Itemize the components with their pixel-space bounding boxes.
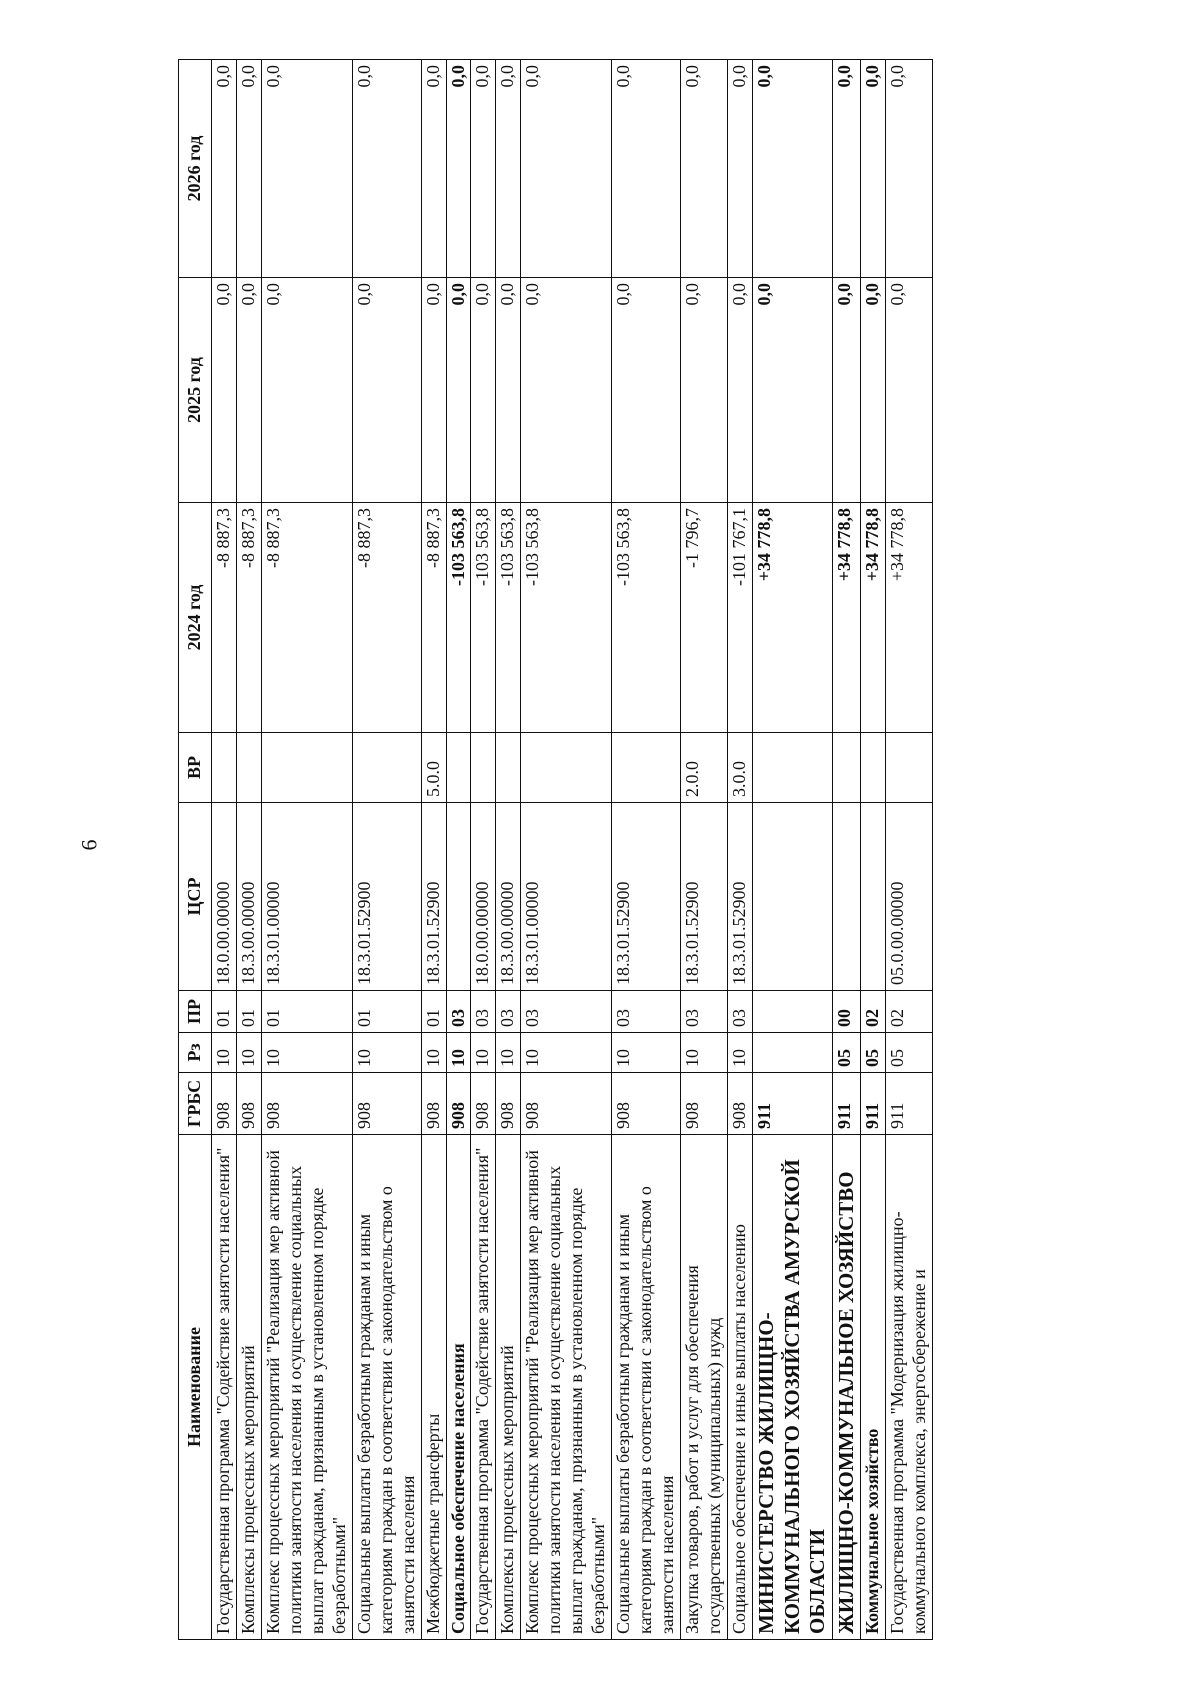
table-row: [727, 60, 752, 1640]
row-name: Комплекс процессных мероприятий "Реализация мер активной политики занятости населения и осуществление социальных выплат гражданам, признанным в установленном порядке безработными": [261, 1135, 352, 1640]
rotated-table-container: [178, 60, 1198, 1640]
row-vr: 3.0.0: [727, 733, 752, 803]
row-pr: 01: [352, 991, 421, 1033]
row-2024: -8 887,3: [261, 503, 352, 733]
row-rz: 10: [236, 1033, 261, 1073]
table-row: [832, 60, 861, 1640]
row-name: Закупка товаров, работ и услуг для обеспечения государственных (муниципальных) нужд: [681, 1135, 728, 1640]
row-2024: +34 778,8: [886, 503, 933, 733]
row-name: Комплексы процессных мероприятий: [236, 1135, 261, 1640]
budget-table: [178, 59, 933, 1640]
table-row: [212, 60, 237, 1640]
row-grbs: 911: [832, 1073, 861, 1135]
row-rz: 05: [886, 1033, 933, 1073]
row-2026: 0,0: [752, 60, 832, 278]
row-2025: 0,0: [861, 278, 886, 503]
table-row: [496, 60, 521, 1640]
row-grbs: 908: [352, 1073, 421, 1135]
row-2024: -103 563,8: [496, 503, 521, 733]
row-vr: [886, 733, 933, 803]
row-pr: 03: [496, 991, 521, 1033]
table-row: [886, 60, 933, 1640]
row-vr: 2.0.0: [681, 733, 728, 803]
row-csr: 18.0.00.00000: [212, 803, 237, 991]
col-header: Наименование: [179, 1135, 212, 1640]
row-name: Социальные выплаты безработным гражданам и иным категориям граждан в соответствии с законодательством о занятости населения: [612, 1135, 681, 1640]
row-2025: 0,0: [261, 278, 352, 503]
row-vr: [832, 733, 861, 803]
table-body: [212, 60, 933, 1640]
row-grbs: 908: [471, 1073, 496, 1135]
row-grbs: 908: [236, 1073, 261, 1135]
row-vr: [612, 733, 681, 803]
row-2024: -8 887,3: [236, 503, 261, 733]
row-2025: 0,0: [471, 278, 496, 503]
row-grbs: 911: [861, 1073, 886, 1135]
row-pr: 01: [212, 991, 237, 1033]
row-csr: 18.3.01.52900: [681, 803, 728, 991]
row-grbs: 908: [446, 1073, 471, 1135]
table-row: [681, 60, 728, 1640]
row-csr: [861, 803, 886, 991]
row-csr: 05.0.00.00000: [886, 803, 933, 991]
row-2026: 0,0: [446, 60, 471, 278]
row-2025: 0,0: [446, 278, 471, 503]
row-pr: 00: [832, 991, 861, 1033]
row-name: ЖИЛИЩНО-КОММУНАЛЬНОЕ ХОЗЯЙСТВО: [832, 1135, 861, 1640]
row-2026: 0,0: [832, 60, 861, 278]
row-vr: [352, 733, 421, 803]
row-rz: 10: [421, 1033, 446, 1073]
row-csr: 18.3.01.52900: [727, 803, 752, 991]
row-2026: 0,0: [421, 60, 446, 278]
page-number: 6: [76, 839, 102, 851]
row-rz: 05: [832, 1033, 861, 1073]
row-grbs: 911: [886, 1073, 933, 1135]
row-2026: 0,0: [861, 60, 886, 278]
row-2026: 0,0: [236, 60, 261, 278]
row-2025: 0,0: [612, 278, 681, 503]
table-row: [612, 60, 681, 1640]
col-header: 2024 год: [179, 503, 212, 733]
row-name: Комплекс процессных мероприятий "Реализация мер активной политики занятости населения и осуществление социальных выплат гражданам, признанным в установленном порядке безработными": [521, 1135, 612, 1640]
row-rz: 10: [727, 1033, 752, 1073]
row-rz: 10: [352, 1033, 421, 1073]
table-row: [261, 60, 352, 1640]
row-csr: 18.3.01.00000: [521, 803, 612, 991]
row-2026: 0,0: [212, 60, 237, 278]
row-rz: 10: [212, 1033, 237, 1073]
row-vr: [496, 733, 521, 803]
row-name: Коммунальное хозяйство: [861, 1135, 886, 1640]
table-row: [521, 60, 612, 1640]
row-rz: 10: [261, 1033, 352, 1073]
row-grbs: 908: [521, 1073, 612, 1135]
row-csr: 18.3.01.52900: [421, 803, 446, 991]
table-row: [471, 60, 496, 1640]
row-vr: [471, 733, 496, 803]
col-header: ГРБС: [179, 1073, 212, 1135]
table-row: [421, 60, 446, 1640]
row-grbs: 908: [727, 1073, 752, 1135]
row-rz: 10: [681, 1033, 728, 1073]
row-2025: 0,0: [832, 278, 861, 503]
row-grbs: 908: [212, 1073, 237, 1135]
row-rz: 05: [861, 1033, 886, 1073]
row-rz: [752, 1033, 832, 1073]
row-csr: [832, 803, 861, 991]
row-2024: -8 887,3: [352, 503, 421, 733]
table-row: [752, 60, 832, 1640]
row-csr: 18.3.00.00000: [496, 803, 521, 991]
row-2025: 0,0: [681, 278, 728, 503]
row-csr: 18.3.01.00000: [261, 803, 352, 991]
row-2024: +34 778,8: [752, 503, 832, 733]
row-2026: 0,0: [612, 60, 681, 278]
row-2026: 0,0: [727, 60, 752, 278]
row-rz: 10: [471, 1033, 496, 1073]
row-2025: 0,0: [496, 278, 521, 503]
row-grbs: 908: [496, 1073, 521, 1135]
col-header: ЦСР: [179, 803, 212, 991]
row-vr: [261, 733, 352, 803]
row-name: Социальное обеспечение населения: [446, 1135, 471, 1640]
row-2025: 0,0: [521, 278, 612, 503]
table-row: [446, 60, 471, 1640]
table-row: [236, 60, 261, 1640]
row-name: Социальное обеспечение и иные выплаты населению: [727, 1135, 752, 1640]
row-pr: 03: [446, 991, 471, 1033]
row-pr: 02: [861, 991, 886, 1033]
row-name: Государственная программа "Модернизация жилищно-коммунального комплекса, энергосбережение и: [886, 1135, 933, 1640]
row-2024: -1 796,7: [681, 503, 728, 733]
row-name: Социальные выплаты безработным гражданам и иным категориям граждан в соответствии с законодательством о занятости населения: [352, 1135, 421, 1640]
row-pr: 03: [521, 991, 612, 1033]
row-2024: -103 563,8: [612, 503, 681, 733]
row-vr: [236, 733, 261, 803]
row-2024: -103 563,8: [521, 503, 612, 733]
row-grbs: 908: [261, 1073, 352, 1135]
row-rz: 10: [496, 1033, 521, 1073]
row-2026: 0,0: [471, 60, 496, 278]
row-2025: 0,0: [886, 278, 933, 503]
table-row: [861, 60, 886, 1640]
row-grbs: 908: [421, 1073, 446, 1135]
row-vr: [212, 733, 237, 803]
row-csr: [446, 803, 471, 991]
row-vr: [446, 733, 471, 803]
col-header: ВР: [179, 733, 212, 803]
row-pr: 03: [471, 991, 496, 1033]
row-pr: 01: [421, 991, 446, 1033]
row-2025: 0,0: [727, 278, 752, 503]
row-grbs: 911: [752, 1073, 832, 1135]
table-header-row: [179, 60, 212, 1640]
row-csr: 18.0.00.00000: [471, 803, 496, 991]
col-header: 2026 год: [179, 60, 212, 278]
row-name: Государственная программа "Содействие занятости населения": [471, 1135, 496, 1640]
row-name: Межбюджетные трансферты: [421, 1135, 446, 1640]
row-2024: -101 767,1: [727, 503, 752, 733]
row-vr: [521, 733, 612, 803]
row-pr: 02: [886, 991, 933, 1033]
row-2024: -8 887,3: [212, 503, 237, 733]
row-2024: +34 778,8: [832, 503, 861, 733]
row-2026: 0,0: [886, 60, 933, 278]
row-name: МИНИСТЕРСТВО ЖИЛИЩНО-КОММУНАЛЬНОГО ХОЗЯЙСТВА АМУРСКОЙ ОБЛАСТИ: [752, 1135, 832, 1640]
row-csr: 18.3.01.52900: [612, 803, 681, 991]
row-csr: 18.3.00.00000: [236, 803, 261, 991]
row-2026: 0,0: [681, 60, 728, 278]
row-pr: 01: [261, 991, 352, 1033]
row-vr: 5.0.0: [421, 733, 446, 803]
row-2025: 0,0: [212, 278, 237, 503]
row-2024: -103 563,8: [471, 503, 496, 733]
row-vr: [752, 733, 832, 803]
col-header: ПР: [179, 991, 212, 1033]
row-rz: 10: [521, 1033, 612, 1073]
row-csr: [752, 803, 832, 991]
table-row: [352, 60, 421, 1640]
row-2025: 0,0: [421, 278, 446, 503]
row-2025: 0,0: [752, 278, 832, 503]
row-grbs: 908: [612, 1073, 681, 1135]
col-header: 2025 год: [179, 278, 212, 503]
row-2026: 0,0: [496, 60, 521, 278]
row-pr: 03: [727, 991, 752, 1033]
row-2026: 0,0: [352, 60, 421, 278]
row-name: Государственная программа "Содействие занятости населения": [212, 1135, 237, 1640]
row-name: Комплексы процессных мероприятий: [496, 1135, 521, 1640]
row-pr: 03: [681, 991, 728, 1033]
row-2024: -8 887,3: [421, 503, 446, 733]
row-pr: 03: [612, 991, 681, 1033]
row-2026: 0,0: [521, 60, 612, 278]
row-vr: [861, 733, 886, 803]
row-grbs: 908: [681, 1073, 728, 1135]
row-2024: +34 778,8: [861, 503, 886, 733]
row-2025: 0,0: [236, 278, 261, 503]
col-header: Рз: [179, 1033, 212, 1073]
row-rz: 10: [612, 1033, 681, 1073]
row-2026: 0,0: [261, 60, 352, 278]
row-csr: 18.3.01.52900: [352, 803, 421, 991]
row-pr: 01: [236, 991, 261, 1033]
row-pr: [752, 991, 832, 1033]
row-rz: 10: [446, 1033, 471, 1073]
row-2025: 0,0: [352, 278, 421, 503]
row-2024: -103 563,8: [446, 503, 471, 733]
